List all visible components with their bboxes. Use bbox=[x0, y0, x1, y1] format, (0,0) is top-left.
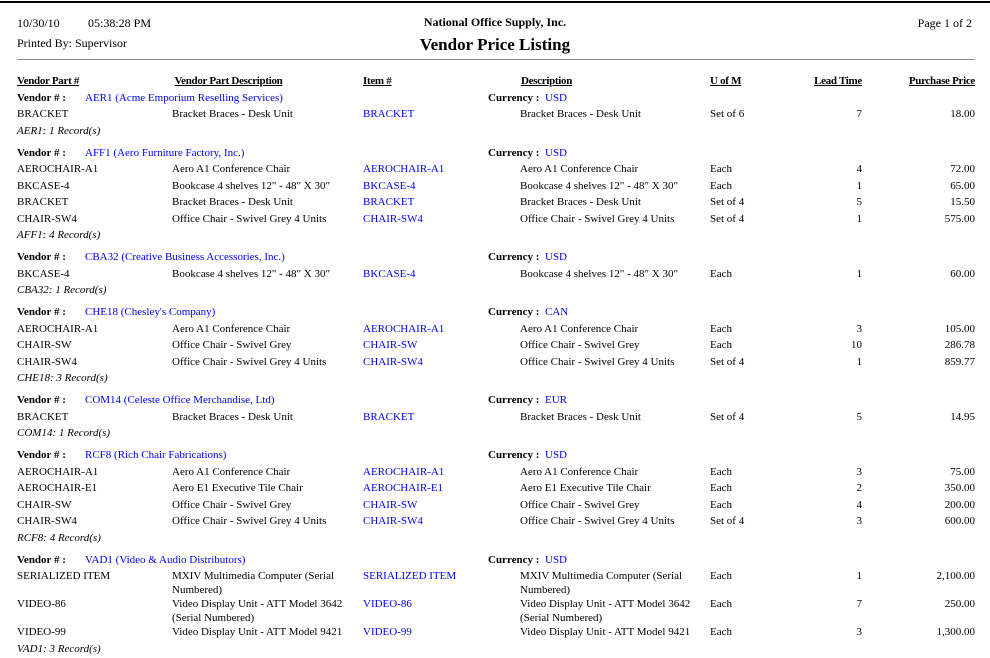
printed-by: Printed By: Supervisor bbox=[17, 36, 127, 51]
purchase-price: 18.00 bbox=[950, 107, 975, 121]
table-row bbox=[0, 498, 990, 515]
purchase-price: 859.77 bbox=[945, 355, 975, 369]
vendor-label: Vendor # : bbox=[17, 305, 66, 319]
vendor-part-description: Bookcase 4 shelves 12" - 48" X 30" bbox=[172, 179, 330, 193]
lead-time: 3 bbox=[857, 514, 863, 528]
unit-of-measure: Each bbox=[710, 465, 732, 479]
purchase-price: 286.78 bbox=[945, 338, 975, 352]
unit-of-measure: Each bbox=[710, 625, 732, 639]
record-count: COM14: 1 Record(s) bbox=[17, 426, 110, 440]
item-description: Aero A1 Conference Chair bbox=[520, 465, 638, 479]
vendor-part-description: MXIV Multimedia Computer (Serial Numbered) bbox=[172, 569, 352, 597]
vendor-link[interactable]: VAD1 (Video & Audio Distributors) bbox=[85, 553, 245, 567]
vendor-part-number: SERIALIZED ITEM bbox=[17, 569, 110, 583]
item-description: Office Chair - Swivel Grey 4 Units bbox=[520, 212, 674, 226]
table-row bbox=[0, 322, 990, 339]
purchase-price: 2,100.00 bbox=[937, 569, 976, 583]
item-number[interactable]: BRACKET bbox=[363, 195, 414, 209]
purchase-price: 60.00 bbox=[950, 267, 975, 281]
vendor-link[interactable]: AFF1 (Aero Furniture Factory, Inc.) bbox=[85, 146, 244, 160]
currency-label: Currency : bbox=[488, 393, 539, 407]
col-vendor-part-header: Vendor Part # bbox=[17, 74, 79, 88]
vendor-header-row bbox=[0, 393, 990, 410]
unit-of-measure: Each bbox=[710, 322, 732, 336]
purchase-price: 75.00 bbox=[950, 465, 975, 479]
item-number[interactable]: VIDEO-86 bbox=[363, 597, 412, 611]
table-row bbox=[0, 465, 990, 482]
vendor-header-row bbox=[0, 305, 990, 322]
item-description: Video Display Unit - ATT Model 3642 (Serial Numbered) bbox=[520, 597, 700, 625]
vendor-part-number: AEROCHAIR-A1 bbox=[17, 162, 98, 176]
currency-link[interactable]: USD bbox=[545, 91, 567, 105]
lead-time: 1 bbox=[857, 355, 863, 369]
item-description: Bracket Braces - Desk Unit bbox=[520, 107, 641, 121]
purchase-price: 200.00 bbox=[945, 498, 975, 512]
vendor-part-number: CHAIR-SW4 bbox=[17, 514, 77, 528]
table-row bbox=[0, 355, 990, 372]
item-number[interactable]: AEROCHAIR-E1 bbox=[363, 481, 443, 495]
table-row bbox=[0, 212, 990, 229]
item-description: Aero A1 Conference Chair bbox=[520, 322, 638, 336]
currency-label: Currency : bbox=[488, 553, 539, 567]
lead-time: 3 bbox=[857, 625, 863, 639]
lead-time: 4 bbox=[857, 162, 863, 176]
unit-of-measure: Set of 4 bbox=[710, 514, 744, 528]
unit-of-measure: Each bbox=[710, 569, 732, 583]
vendor-header-row bbox=[0, 250, 990, 267]
purchase-price: 250.00 bbox=[945, 597, 975, 611]
item-number[interactable]: CHAIR-SW4 bbox=[363, 355, 423, 369]
item-description: Office Chair - Swivel Grey bbox=[520, 338, 640, 352]
lead-time: 1 bbox=[857, 179, 863, 193]
vendor-label: Vendor # : bbox=[17, 91, 66, 105]
record-count: CHE18: 3 Record(s) bbox=[17, 371, 108, 385]
report-body bbox=[0, 74, 990, 658]
lead-time: 3 bbox=[857, 465, 863, 479]
table-row bbox=[0, 267, 990, 284]
vendor-part-description: Office Chair - Swivel Grey 4 Units bbox=[172, 355, 326, 369]
vendor-part-number: CHAIR-SW4 bbox=[17, 212, 77, 226]
vendor-part-description: Aero E1 Executive Tile Chair bbox=[172, 481, 303, 495]
item-description: Bookcase 4 shelves 12" - 48" X 30" bbox=[520, 267, 678, 281]
vendor-part-description: Video Display Unit - ATT Model 9421 bbox=[172, 625, 342, 639]
vendor-header-row bbox=[0, 553, 990, 570]
currency-label: Currency : bbox=[488, 250, 539, 264]
item-description: Office Chair - Swivel Grey 4 Units bbox=[520, 355, 674, 369]
print-date: 10/30/10 bbox=[17, 16, 60, 31]
unit-of-measure: Each bbox=[710, 162, 732, 176]
table-row bbox=[0, 162, 990, 179]
currency-link[interactable]: EUR bbox=[545, 393, 567, 407]
item-number[interactable]: CHAIR-SW bbox=[363, 338, 417, 352]
currency-label: Currency : bbox=[488, 146, 539, 160]
vendor-part-description: Office Chair - Swivel Grey bbox=[172, 498, 292, 512]
purchase-price: 600.00 bbox=[945, 514, 975, 528]
group-summary-row bbox=[0, 531, 990, 548]
vendor-link[interactable]: CBA32 (Creative Business Accessories, Inc.) bbox=[85, 250, 285, 264]
unit-of-measure: Each bbox=[710, 267, 732, 281]
vendor-part-description: Office Chair - Swivel Grey bbox=[172, 338, 292, 352]
table-row bbox=[0, 107, 990, 124]
currency-link[interactable]: CAN bbox=[545, 305, 568, 319]
item-description: Video Display Unit - ATT Model 9421 bbox=[520, 625, 690, 639]
record-count: AFF1: 4 Record(s) bbox=[17, 228, 100, 242]
unit-of-measure: Set of 4 bbox=[710, 195, 744, 209]
vendor-part-description: Aero A1 Conference Chair bbox=[172, 162, 290, 176]
group-summary-row bbox=[0, 124, 990, 141]
col-uofm-header: U of M bbox=[710, 74, 741, 88]
vendor-part-number: BKCASE-4 bbox=[17, 179, 70, 193]
currency-label: Currency : bbox=[488, 305, 539, 319]
page-number: Page 1 of 2 bbox=[918, 16, 972, 31]
purchase-price: 105.00 bbox=[945, 322, 975, 336]
vendor-header-row bbox=[0, 146, 990, 163]
company-name: National Office Supply, Inc. bbox=[0, 15, 990, 30]
report-title: Vendor Price Listing bbox=[0, 35, 990, 55]
table-row bbox=[0, 338, 990, 355]
record-count: VAD1: 3 Record(s) bbox=[17, 642, 101, 656]
item-number[interactable]: SERIALIZED ITEM bbox=[363, 569, 456, 583]
table-row bbox=[0, 195, 990, 212]
vendor-part-number: CHAIR-SW bbox=[17, 498, 71, 512]
item-description: Bookcase 4 shelves 12" - 48" X 30" bbox=[520, 179, 678, 193]
item-number[interactable]: BKCASE-4 bbox=[363, 179, 416, 193]
lead-time: 10 bbox=[851, 338, 862, 352]
currency-link[interactable]: USD bbox=[545, 146, 567, 160]
top-border bbox=[0, 1, 990, 3]
col-vendor-part-description-header: Vendor Part Description bbox=[172, 74, 285, 88]
record-count: RCF8: 4 Record(s) bbox=[17, 531, 101, 545]
vendor-part-number: CHAIR-SW4 bbox=[17, 355, 77, 369]
currency-link[interactable]: USD bbox=[545, 553, 567, 567]
item-description: Bracket Braces - Desk Unit bbox=[520, 195, 641, 209]
header-divider bbox=[17, 59, 975, 60]
lead-time: 1 bbox=[857, 267, 863, 281]
unit-of-measure: Each bbox=[710, 481, 732, 495]
col-item-header: Item # bbox=[363, 74, 391, 88]
unit-of-measure: Each bbox=[710, 597, 732, 611]
table-row bbox=[0, 569, 990, 597]
record-count: AER1: 1 Record(s) bbox=[17, 124, 100, 138]
vendor-link[interactable]: COM14 (Celeste Office Merchandise, Ltd) bbox=[85, 393, 275, 407]
item-number[interactable]: AEROCHAIR-A1 bbox=[363, 162, 444, 176]
vendor-part-number: AEROCHAIR-E1 bbox=[17, 481, 97, 495]
table-row bbox=[0, 597, 990, 625]
vendor-link[interactable]: AER1 (Acme Emporium Reselling Services) bbox=[85, 91, 283, 105]
vendor-label: Vendor # : bbox=[17, 146, 66, 160]
vendor-part-description: Bracket Braces - Desk Unit bbox=[172, 410, 293, 424]
item-number[interactable]: AEROCHAIR-A1 bbox=[363, 322, 444, 336]
item-description: Aero E1 Executive Tile Chair bbox=[520, 481, 651, 495]
vendor-part-description: Bracket Braces - Desk Unit bbox=[172, 195, 293, 209]
lead-time: 7 bbox=[857, 107, 863, 121]
group-summary-row bbox=[0, 228, 990, 245]
lead-time: 4 bbox=[857, 498, 863, 512]
unit-of-measure: Set of 4 bbox=[710, 410, 744, 424]
vendor-part-number: BKCASE-4 bbox=[17, 267, 70, 281]
purchase-price: 1,300.00 bbox=[937, 625, 976, 639]
col-description-header: Description bbox=[520, 74, 573, 88]
vendor-part-number: BRACKET bbox=[17, 195, 68, 209]
lead-time: 7 bbox=[857, 597, 863, 611]
currency-link[interactable]: USD bbox=[545, 448, 567, 462]
vendor-link[interactable]: CHE18 (Chesley's Company) bbox=[85, 305, 215, 319]
item-number[interactable]: CHAIR-SW bbox=[363, 498, 417, 512]
item-description: Aero A1 Conference Chair bbox=[520, 162, 638, 176]
vendor-link[interactable]: RCF8 (Rich Chair Fabrications) bbox=[85, 448, 226, 462]
vendor-label: Vendor # : bbox=[17, 393, 66, 407]
vendor-part-description: Video Display Unit - ATT Model 3642 (Serial Numbered) bbox=[172, 597, 352, 625]
record-count: CBA32: 1 Record(s) bbox=[17, 283, 106, 297]
lead-time: 1 bbox=[857, 569, 863, 583]
item-description: Office Chair - Swivel Grey bbox=[520, 498, 640, 512]
vendor-part-description: Aero A1 Conference Chair bbox=[172, 465, 290, 479]
vendor-part-number: AEROCHAIR-A1 bbox=[17, 322, 98, 336]
print-time: 05:38:28 PM bbox=[88, 16, 151, 31]
vendor-part-number: VIDEO-99 bbox=[17, 625, 66, 639]
vendor-part-description: Office Chair - Swivel Grey 4 Units bbox=[172, 514, 326, 528]
purchase-price: 14.95 bbox=[950, 410, 975, 424]
table-row bbox=[0, 625, 990, 642]
item-description: MXIV Multimedia Computer (Serial Numbered) bbox=[520, 569, 700, 597]
unit-of-measure: Each bbox=[710, 338, 732, 352]
table-row bbox=[0, 481, 990, 498]
column-header-row bbox=[0, 74, 990, 91]
lead-time: 1 bbox=[857, 212, 863, 226]
vendor-part-number: CHAIR-SW bbox=[17, 338, 71, 352]
purchase-price: 15.50 bbox=[950, 195, 975, 209]
col-lead-time-header: Lead Time bbox=[814, 74, 862, 88]
unit-of-measure: Each bbox=[710, 498, 732, 512]
lead-time: 2 bbox=[857, 481, 863, 495]
item-number[interactable]: BRACKET bbox=[363, 107, 414, 121]
unit-of-measure: Set of 4 bbox=[710, 212, 744, 226]
vendor-part-number: BRACKET bbox=[17, 107, 68, 121]
item-description: Office Chair - Swivel Grey 4 Units bbox=[520, 514, 674, 528]
col-purchase-price-header: Purchase Price bbox=[909, 74, 975, 88]
item-number[interactable]: CHAIR-SW4 bbox=[363, 514, 423, 528]
vendor-label: Vendor # : bbox=[17, 448, 66, 462]
unit-of-measure: Set of 4 bbox=[710, 355, 744, 369]
unit-of-measure: Set of 6 bbox=[710, 107, 744, 121]
vendor-part-number: AEROCHAIR-A1 bbox=[17, 465, 98, 479]
item-description: Bracket Braces - Desk Unit bbox=[520, 410, 641, 424]
vendor-part-description: Bookcase 4 shelves 12" - 48" X 30" bbox=[172, 267, 330, 281]
lead-time: 3 bbox=[857, 322, 863, 336]
currency-label: Currency : bbox=[488, 448, 539, 462]
currency-label: Currency : bbox=[488, 91, 539, 105]
lead-time: 5 bbox=[857, 410, 863, 424]
table-row bbox=[0, 410, 990, 427]
vendor-label: Vendor # : bbox=[17, 250, 66, 264]
group-summary-row bbox=[0, 371, 990, 388]
unit-of-measure: Each bbox=[710, 179, 732, 193]
purchase-price: 65.00 bbox=[950, 179, 975, 193]
purchase-price: 350.00 bbox=[945, 481, 975, 495]
item-number[interactable]: BRACKET bbox=[363, 410, 414, 424]
group-summary-row bbox=[0, 426, 990, 443]
vendor-part-number: BRACKET bbox=[17, 410, 68, 424]
vendor-header-row bbox=[0, 448, 990, 465]
vendor-part-description: Office Chair - Swivel Grey 4 Units bbox=[172, 212, 326, 226]
purchase-price: 72.00 bbox=[950, 162, 975, 176]
table-row bbox=[0, 514, 990, 531]
vendor-part-description: Bracket Braces - Desk Unit bbox=[172, 107, 293, 121]
item-number[interactable]: BKCASE-4 bbox=[363, 267, 416, 281]
vendor-header-row bbox=[0, 91, 990, 108]
lead-time: 5 bbox=[857, 195, 863, 209]
currency-link[interactable]: USD bbox=[545, 250, 567, 264]
table-row bbox=[0, 179, 990, 196]
purchase-price: 575.00 bbox=[945, 212, 975, 226]
item-number[interactable]: VIDEO-99 bbox=[363, 625, 412, 639]
group-summary-row bbox=[0, 283, 990, 300]
vendor-part-description: Aero A1 Conference Chair bbox=[172, 322, 290, 336]
item-number[interactable]: CHAIR-SW4 bbox=[363, 212, 423, 226]
vendor-part-number: VIDEO-86 bbox=[17, 597, 66, 611]
vendor-label: Vendor # : bbox=[17, 553, 66, 567]
item-number[interactable]: AEROCHAIR-A1 bbox=[363, 465, 444, 479]
